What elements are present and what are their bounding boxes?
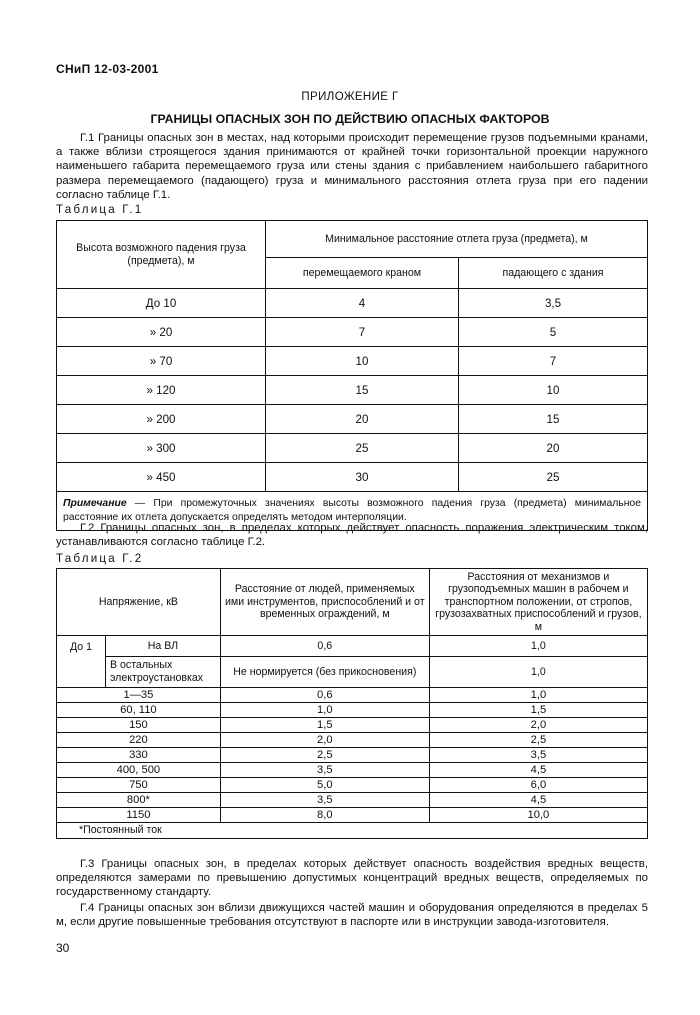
table2-cell-people: 2,5 — [220, 748, 429, 763]
table2-cell-people: 2,0 — [220, 733, 429, 748]
table1-cell-height: » 200 — [57, 405, 266, 434]
table-g2 — [56, 568, 648, 839]
table1-cell-building: 20 — [459, 434, 648, 463]
table1-cell-crane: 20 — [266, 405, 459, 434]
table2-cell-voltage: 400, 500 — [57, 763, 221, 778]
table2-header-mechanisms: Расстояния от механизмов и грузоподъемных машин в рабочем и транспортном положении, от стропов, грузозахватных приспособлений и грузов, м — [429, 569, 647, 636]
table2-cell-voltage: 330 — [57, 748, 221, 763]
paragraph-g1: Г.1 Границы опасных зон в местах, над которыми происходит перемещение грузов подъемными кранами, а также вблизи строящегося здания принимаются от крайней точки горизонтальной проекции наружного наименьшего габарита перемещаемого груза или стены здания с прибавлением наибольшего габаритного размера перемещаемого (падающего) груза и минимального расстояния отлета груза при его падении согласно таблице Г.1. — [56, 132, 648, 201]
table1-cell-crane: 7 — [266, 318, 459, 347]
table2-cell-upto1: До 1 — [57, 636, 106, 688]
table1-header-height: Высота возможного падения груза (предмета), м — [57, 221, 266, 289]
page-title: ГРАНИЦЫ ОПАСНЫХ ЗОН ПО ДЕЙСТВИЮ ОПАСНЫХ ФАКТОРОВ — [150, 112, 550, 126]
table-row — [57, 376, 648, 405]
table2-cell-voltage: 150 — [57, 718, 221, 733]
note-text: — При промежуточных значениях высоты возможного падения груза (предмета) минимальное расстояние их отлета допускается определять методом интерполяции. — [63, 498, 641, 523]
table1-cell-building: 25 — [459, 463, 648, 492]
table2-cell-other-label: В остальных электроустановках — [106, 657, 221, 688]
table1-cell-crane: 15 — [266, 376, 459, 405]
table1-cell-crane: 10 — [266, 347, 459, 376]
table-row — [57, 463, 648, 492]
table-g1 — [56, 220, 648, 531]
table2-cell-people: 3,5 — [220, 763, 429, 778]
document-code: СНиП 12-03-2001 — [56, 62, 159, 76]
table-row — [57, 733, 648, 748]
table1-cell-crane: 30 — [266, 463, 459, 492]
table1-cell-height: » 70 — [57, 347, 266, 376]
paragraph-g4: Г.4 Границы опасных зон вблизи движущихся частей машин и оборудования определяются в пределах 5 м, если другие повышенные требования отсутствуют в паспорте или в инструкции завода-изготовителя. — [56, 902, 648, 929]
table-row — [57, 763, 648, 778]
table2-cell-mech: 4,5 — [429, 763, 647, 778]
table-row — [57, 703, 648, 718]
table2-cell-voltage: 1150 — [57, 808, 221, 823]
table2-cell-mech: 10,0 — [429, 808, 647, 823]
paragraph-g3: Г.3 Границы опасных зон, в пределах которых действует опасность воздействия вредных веществ, определяются замерами по превышению допустимых концентраций вредных веществ, определяемых по государственному стандарту. — [56, 858, 648, 899]
table2-cell-voltage: 800* — [57, 793, 221, 808]
table-row — [57, 289, 648, 318]
table2-cell-mech: 2,0 — [429, 718, 647, 733]
paragraph-g2: Г.2 Границы опасных зон, в пределах которых действует опасность поражения электрическим током, устанавливаются согласно таблице Г.2. — [56, 522, 648, 549]
table-row — [57, 405, 648, 434]
table2-cell-other-people: Не нормируется (без прикосновения) — [220, 657, 429, 688]
table-row — [57, 793, 648, 808]
table2-cell-voltage: 60, 110 — [57, 703, 221, 718]
table2-cell-voltage: 220 — [57, 733, 221, 748]
table1-caption: Таблица Г.1 — [56, 203, 144, 216]
table2-cell-mech: 3,5 — [429, 748, 647, 763]
table2-footnote: *Постоянный ток — [57, 823, 648, 839]
table1-header-group: Минимальное расстояние отлета груза (предмета), м — [266, 221, 648, 258]
table2-cell-voltage: 750 — [57, 778, 221, 793]
table2-cell-mech: 1,5 — [429, 703, 647, 718]
table2-header-people: Расстояние от людей, применяемых ими инструментов, приспособлений и от временных ограждений, м — [220, 569, 429, 636]
table-row — [57, 808, 648, 823]
table1-cell-height: » 20 — [57, 318, 266, 347]
table1-header-crane: перемещаемого краном — [266, 258, 459, 289]
table-row — [57, 778, 648, 793]
table1-cell-building: 3,5 — [459, 289, 648, 318]
table2-caption: Таблица Г.2 — [56, 552, 144, 565]
table2-cell-other-mech: 1,0 — [429, 657, 647, 688]
table1-cell-crane: 4 — [266, 289, 459, 318]
table2-cell-people: 8,0 — [220, 808, 429, 823]
table-row — [57, 434, 648, 463]
page-number: 30 — [56, 941, 70, 955]
table1-cell-height: » 450 — [57, 463, 266, 492]
table2-cell-vl-label: На ВЛ — [106, 636, 221, 657]
table2-cell-people: 1,0 — [220, 703, 429, 718]
table1-cell-building: 7 — [459, 347, 648, 376]
table1-cell-building: 5 — [459, 318, 648, 347]
table1-cell-crane: 25 — [266, 434, 459, 463]
table1-cell-building: 10 — [459, 376, 648, 405]
table2-cell-people: 3,5 — [220, 793, 429, 808]
table2-cell-mech: 4,5 — [429, 793, 647, 808]
table-row — [57, 657, 648, 688]
table2-cell-mech: 1,0 — [429, 688, 647, 703]
table1-cell-height: » 300 — [57, 434, 266, 463]
table2-cell-vl-mech: 1,0 — [429, 636, 647, 657]
table2-cell-mech: 6,0 — [429, 778, 647, 793]
table1-cell-height: » 120 — [57, 376, 266, 405]
note-label: Примечание — [63, 498, 127, 509]
table-row — [57, 318, 648, 347]
table2-header-voltage: Напряжение, кВ — [57, 569, 221, 636]
table2-cell-voltage: 1—35 — [57, 688, 221, 703]
table2-cell-people: 5,0 — [220, 778, 429, 793]
table2-cell-vl-people: 0,6 — [220, 636, 429, 657]
table1-header-building: падающего с здания — [459, 258, 648, 289]
table2-cell-mech: 2,5 — [429, 733, 647, 748]
table-row — [57, 636, 648, 657]
appendix-label: ПРИЛОЖЕНИЕ Г — [301, 91, 399, 103]
table1-cell-building: 15 — [459, 405, 648, 434]
table-row — [57, 688, 648, 703]
table-row — [57, 748, 648, 763]
table2-cell-people: 1,5 — [220, 718, 429, 733]
table1-cell-height: До 10 — [57, 289, 266, 318]
table-row — [57, 347, 648, 376]
table-row — [57, 718, 648, 733]
table2-cell-people: 0,6 — [220, 688, 429, 703]
